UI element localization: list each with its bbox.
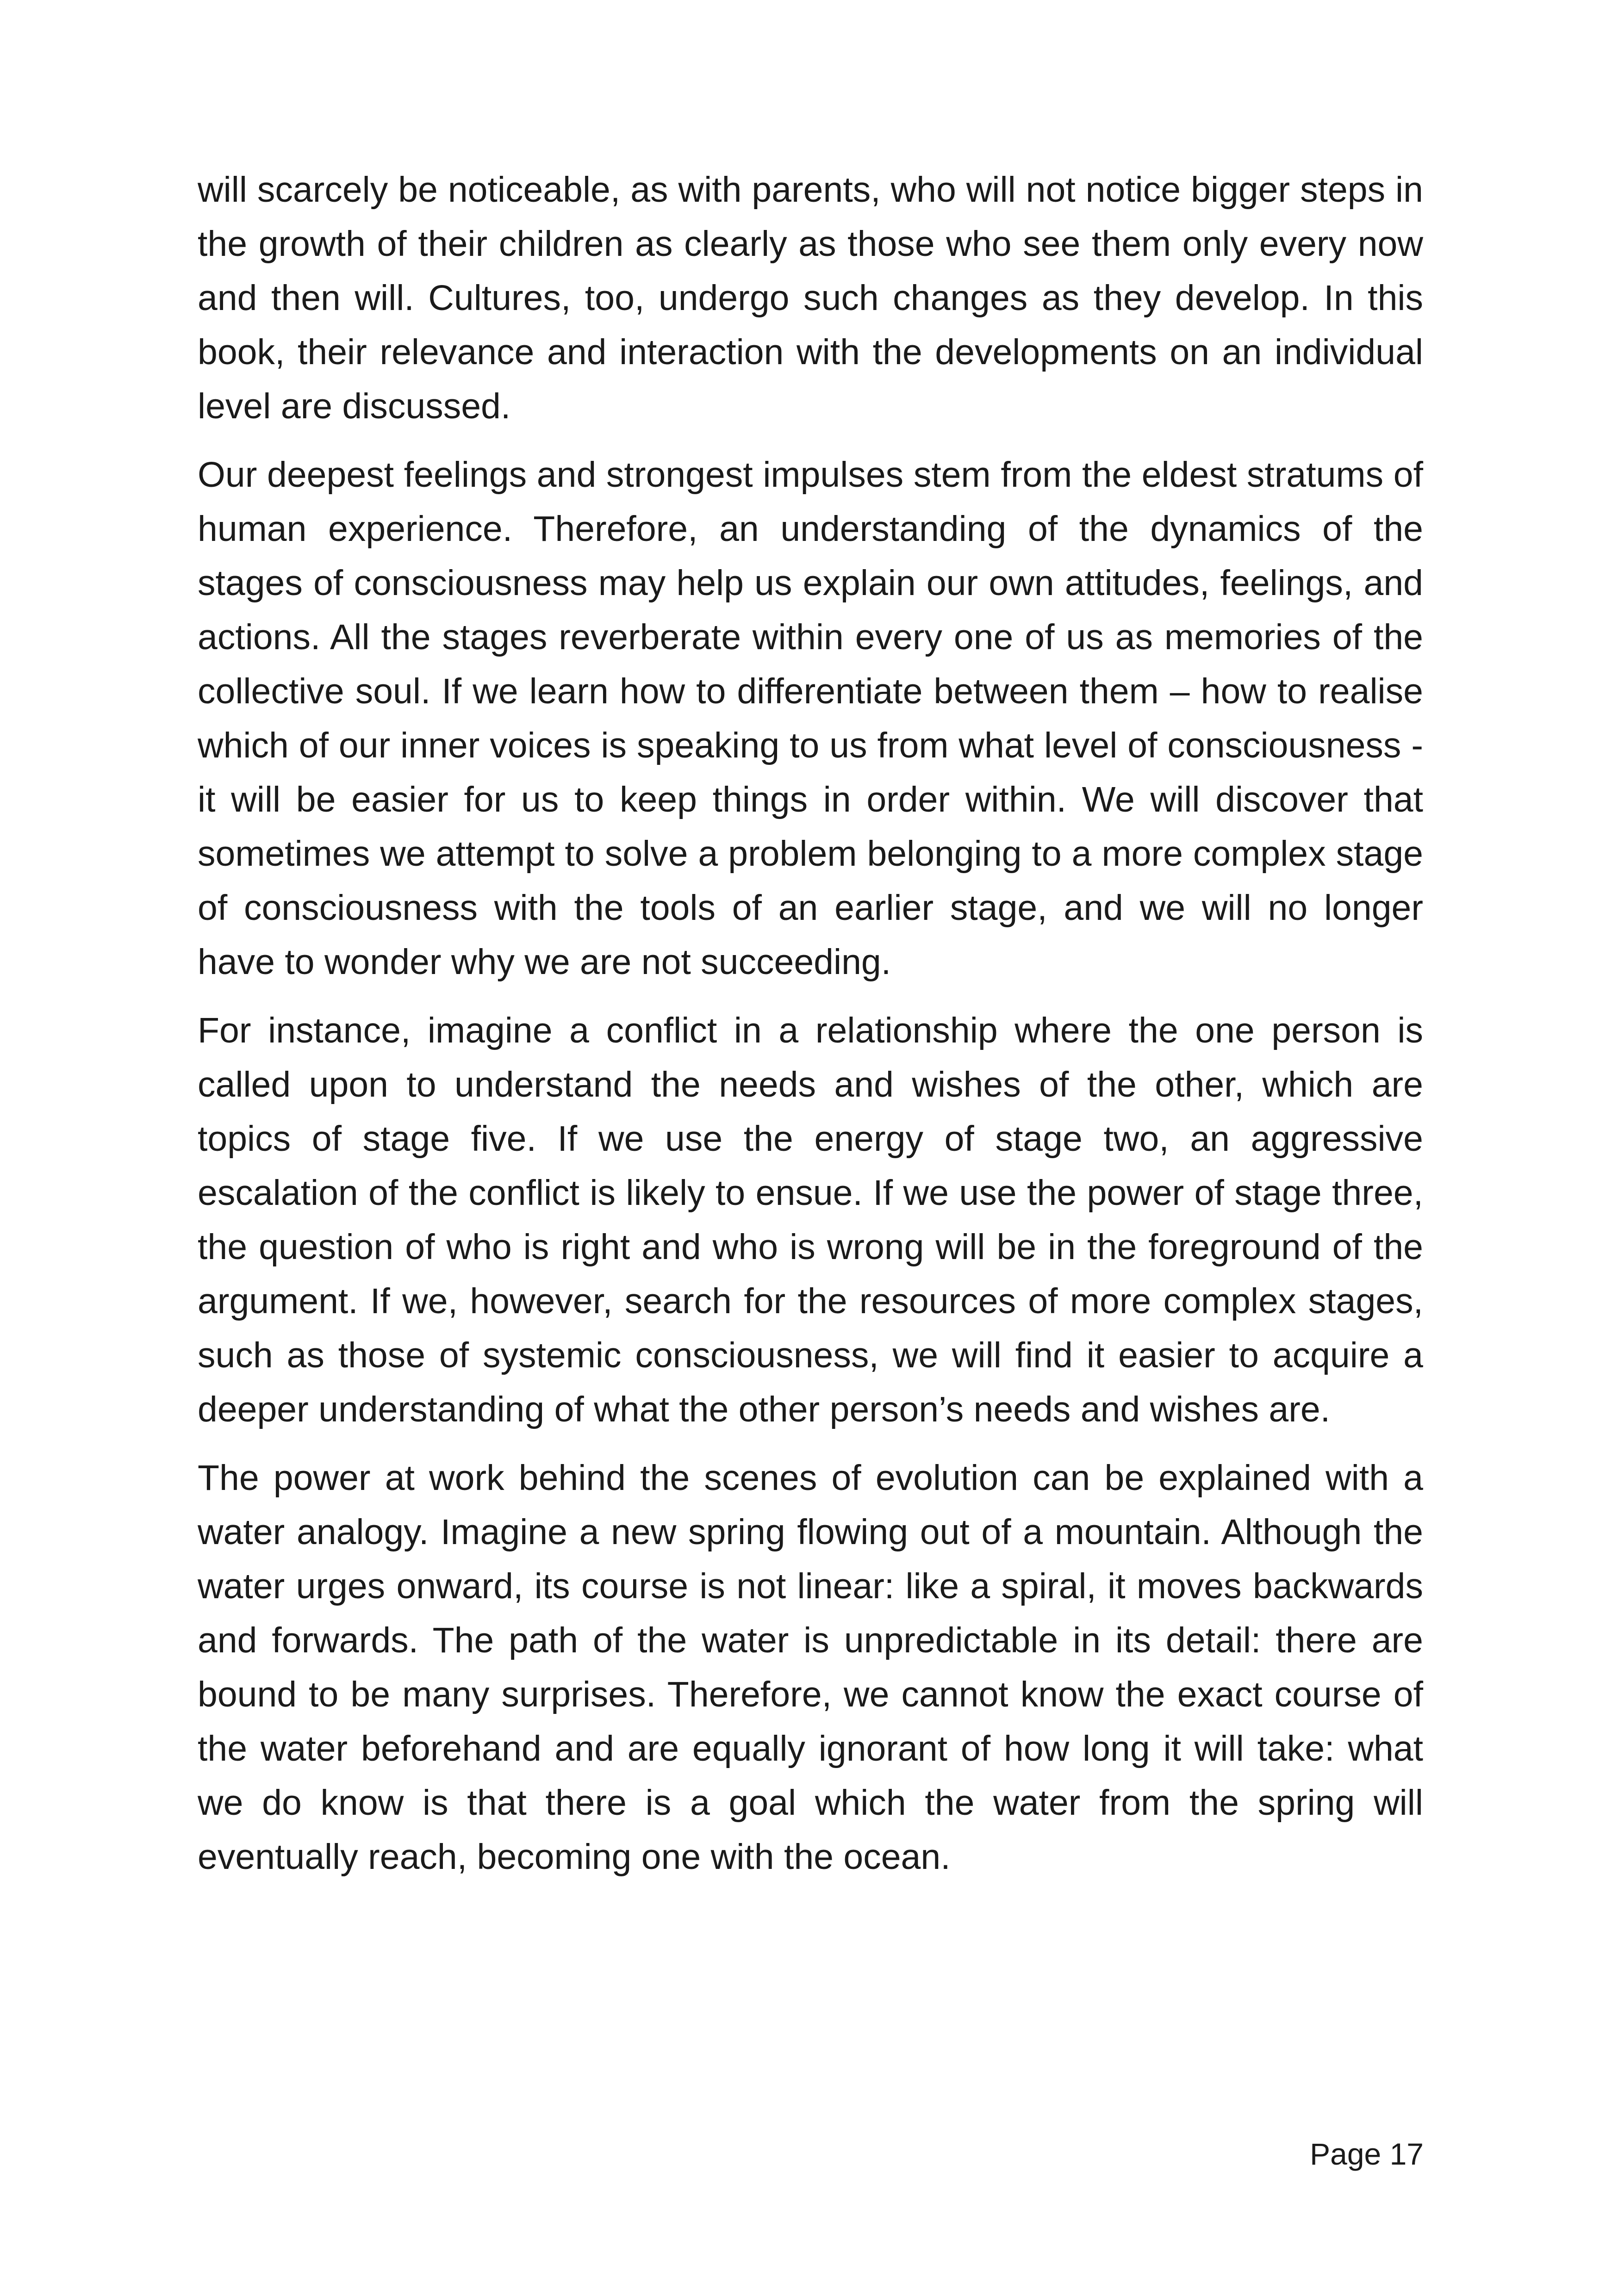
paragraph: Our deepest feelings and strongest impulses stem from the eldest stratums of human experience. Therefore, an understanding of the dynamics of the stages of consciousness may help us explain our own attitudes, feelings, and actions. All the stages reverberate within every one of us as memories of the collective soul. If we learn how to differentiate between them – how to realise which of our inner voices is speaking to us from what level of consciousness - it will be easier for us to keep things in order within. We will discover that sometimes we attempt to solve a problem belonging to a more complex stage of consciousness with the tools of an earlier stage, and we will no longer have to wonder why we are not succeeding. (198, 455, 1423, 982)
paragraph: The power at work behind the scenes of evolution can be explained with a water analogy. Imagine a new spring flowing out of a mountain. Although the water urges onward, its course is not linear: like a spiral, it moves backwards and forwards. The path of the water is unpredictable in its detail: there are bound to be many surprises. Therefore, we cannot know the exact course of the water beforehand and are equally ignorant of how long it will take: what we do know is that there is a goal which the water from the spring will eventually reach, becoming one with the ocean. (198, 1458, 1423, 1877)
body-text (198, 163, 1423, 1899)
paragraph: For instance, imagine a conflict in a relationship where the one person is called upon to understand the needs and wishes of the other, which are topics of stage five. If we use the energy of stage two, an aggressive escalation of the conflict is likely to ensue. If we use the power of stage three, the question of who is right and who is wrong will be in the foreground of the argument. If we, however, search for the resources of more complex stages, such as those of systemic consciousness, we will find it easier to acquire a deeper understanding of what the other person’s needs and wishes are. (198, 1011, 1423, 1429)
paragraph: will scarcely be noticeable, as with parents, who will not notice bigger steps in the growth of their children as clearly as those who see them only every now and then will. Cultures, too, undergo such changes as they develop. In this book, their relevance and interaction with the developments on an individual level are discussed. (198, 170, 1423, 426)
page-number: Page 17 (1310, 2137, 1424, 2171)
